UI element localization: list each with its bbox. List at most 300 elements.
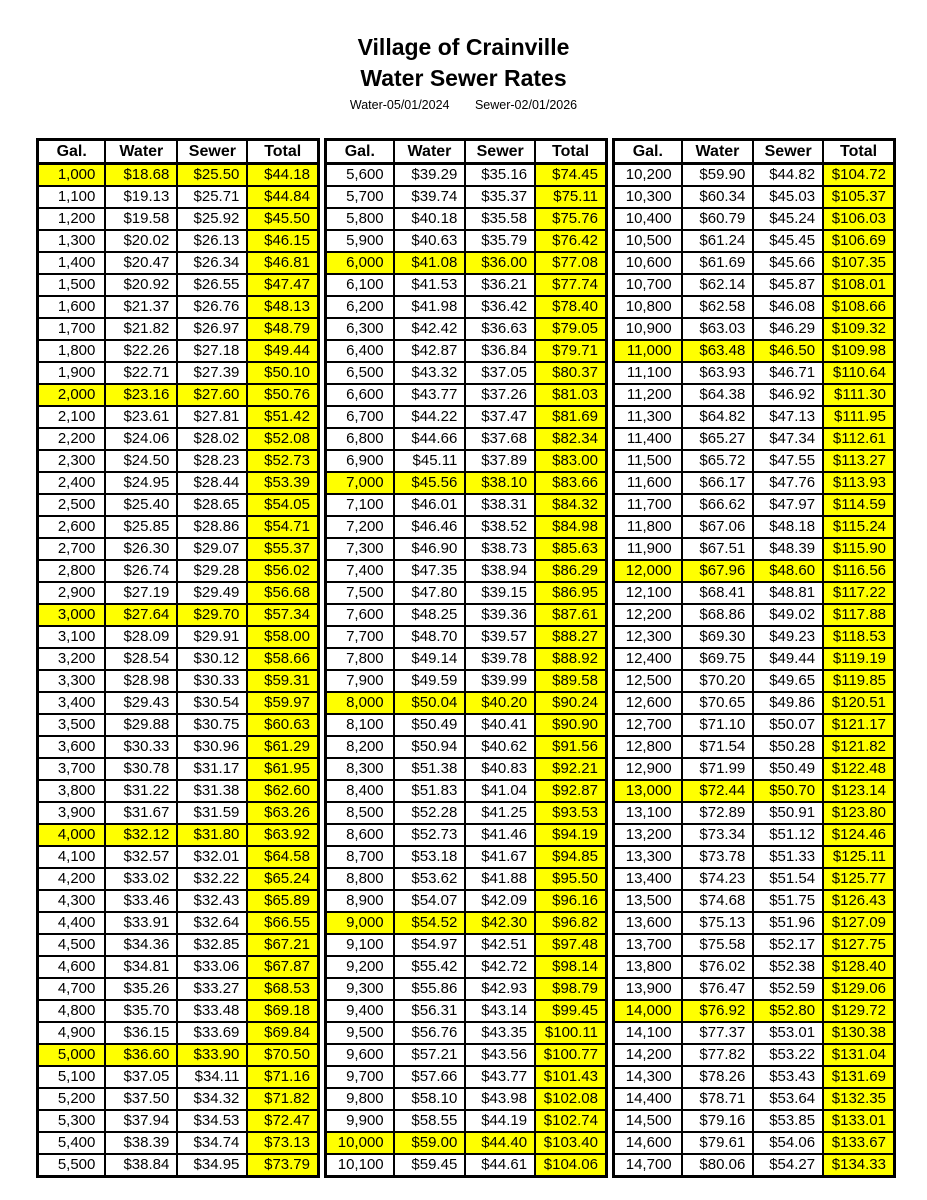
water-cell: $70.20 [682, 670, 754, 692]
gal-cell: 12,600 [614, 692, 682, 714]
water-cell: $71.10 [682, 714, 754, 736]
gal-cell: 5,000 [38, 1044, 106, 1066]
gal-cell: 14,500 [614, 1110, 682, 1132]
water-cell: $59.90 [682, 164, 754, 187]
gal-cell: 9,500 [326, 1022, 394, 1044]
total-cell: $75.76 [535, 208, 606, 230]
gal-cell: 9,100 [326, 934, 394, 956]
water-cell: $24.50 [105, 450, 177, 472]
gal-cell: 13,400 [614, 868, 682, 890]
table-row [614, 252, 895, 274]
water-cell: $55.42 [394, 956, 466, 978]
table-row [614, 1088, 895, 1110]
sewer-cell: $47.76 [753, 472, 823, 494]
sewer-cell: $25.71 [177, 186, 247, 208]
gal-cell: 4,300 [38, 890, 106, 912]
sewer-cell: $50.07 [753, 714, 823, 736]
sewer-cell: $45.66 [753, 252, 823, 274]
table-row [326, 648, 607, 670]
table-row [38, 780, 319, 802]
document-header [0, 0, 927, 112]
table-row [326, 978, 607, 1000]
total-cell: $73.13 [247, 1132, 318, 1154]
table-row [326, 538, 607, 560]
gal-cell: 6,700 [326, 406, 394, 428]
gal-cell: 10,100 [326, 1154, 394, 1177]
table-row [38, 406, 319, 428]
gal-cell: 3,500 [38, 714, 106, 736]
water-cell: $49.14 [394, 648, 466, 670]
gal-cell: 6,100 [326, 274, 394, 296]
gal-cell: 10,500 [614, 230, 682, 252]
sewer-cell: $37.89 [465, 450, 535, 472]
water-cell: $53.62 [394, 868, 466, 890]
total-cell: $46.15 [247, 230, 318, 252]
table-row [614, 164, 895, 187]
table-row [38, 1044, 319, 1066]
sewer-cell: $51.12 [753, 824, 823, 846]
water-cell: $58.10 [394, 1088, 466, 1110]
table-row [38, 1132, 319, 1154]
table-row [38, 1066, 319, 1088]
sewer-cell: $52.38 [753, 956, 823, 978]
table-row [326, 560, 607, 582]
column-header-water: Water [394, 140, 466, 164]
table-row [326, 824, 607, 846]
sewer-cell: $54.06 [753, 1132, 823, 1154]
sewer-cell: $50.49 [753, 758, 823, 780]
water-cell: $19.58 [105, 208, 177, 230]
water-cell: $28.09 [105, 626, 177, 648]
total-cell: $53.39 [247, 472, 318, 494]
table-row [614, 318, 895, 340]
water-cell: $63.03 [682, 318, 754, 340]
gal-cell: 6,400 [326, 340, 394, 362]
gal-cell: 10,600 [614, 252, 682, 274]
water-cell: $61.24 [682, 230, 754, 252]
total-cell: $88.92 [535, 648, 606, 670]
gal-cell: 1,000 [38, 164, 106, 187]
table-row [614, 736, 895, 758]
water-cell: $33.91 [105, 912, 177, 934]
water-cell: $41.98 [394, 296, 466, 318]
column-header-sewer: Sewer [753, 140, 823, 164]
gal-cell: 10,400 [614, 208, 682, 230]
sewer-cell: $40.62 [465, 736, 535, 758]
total-cell: $45.50 [247, 208, 318, 230]
sewer-cell: $53.01 [753, 1022, 823, 1044]
sewer-cell: $43.35 [465, 1022, 535, 1044]
gal-cell: 1,200 [38, 208, 106, 230]
table-row [614, 604, 895, 626]
total-cell: $69.18 [247, 1000, 318, 1022]
total-cell: $105.37 [823, 186, 894, 208]
gal-cell: 12,300 [614, 626, 682, 648]
total-cell: $124.46 [823, 824, 894, 846]
gal-cell: 5,400 [38, 1132, 106, 1154]
total-cell: $61.95 [247, 758, 318, 780]
header-row [38, 140, 319, 164]
sewer-cell: $53.64 [753, 1088, 823, 1110]
gal-cell: 1,800 [38, 340, 106, 362]
page-title: Village of Crainville [357, 34, 570, 60]
total-cell: $83.00 [535, 450, 606, 472]
table-row [326, 956, 607, 978]
gal-cell: 3,600 [38, 736, 106, 758]
water-effective-date: Water-05/01/2024 [349, 98, 450, 113]
water-cell: $44.66 [394, 428, 466, 450]
table-row [614, 340, 895, 362]
gal-cell: 12,700 [614, 714, 682, 736]
water-cell: $23.16 [105, 384, 177, 406]
sewer-cell: $34.95 [177, 1154, 247, 1177]
gal-cell: 13,000 [614, 780, 682, 802]
table-row [614, 362, 895, 384]
gal-cell: 11,300 [614, 406, 682, 428]
total-cell: $94.85 [535, 846, 606, 868]
water-cell: $39.74 [394, 186, 466, 208]
gal-cell: 1,100 [38, 186, 106, 208]
water-cell: $73.78 [682, 846, 754, 868]
sewer-cell: $33.48 [177, 1000, 247, 1022]
water-cell: $60.34 [682, 186, 754, 208]
table-row [326, 846, 607, 868]
water-cell: $79.61 [682, 1132, 754, 1154]
gal-cell: 8,300 [326, 758, 394, 780]
gal-cell: 2,700 [38, 538, 106, 560]
sewer-cell: $38.52 [465, 516, 535, 538]
total-cell: $120.51 [823, 692, 894, 714]
column-header-total: Total [823, 140, 894, 164]
water-cell: $79.16 [682, 1110, 754, 1132]
gal-cell: 7,100 [326, 494, 394, 516]
water-cell: $41.08 [394, 252, 466, 274]
water-cell: $18.68 [105, 164, 177, 187]
table-row [614, 956, 895, 978]
total-cell: $71.16 [247, 1066, 318, 1088]
table-row [38, 1110, 319, 1132]
sewer-cell: $41.04 [465, 780, 535, 802]
water-cell: $24.95 [105, 472, 177, 494]
table-row [614, 516, 895, 538]
gal-cell: 11,900 [614, 538, 682, 560]
water-cell: $48.70 [394, 626, 466, 648]
total-cell: $58.66 [247, 648, 318, 670]
total-cell: $111.95 [823, 406, 894, 428]
gal-cell: 3,300 [38, 670, 106, 692]
table-row [38, 538, 319, 560]
total-cell: $108.66 [823, 296, 894, 318]
table-row [326, 1022, 607, 1044]
table-row [326, 714, 607, 736]
table-row [614, 296, 895, 318]
table-row [326, 296, 607, 318]
water-cell: $64.82 [682, 406, 754, 428]
sewer-cell: $25.92 [177, 208, 247, 230]
table-row [326, 428, 607, 450]
sewer-cell: $48.81 [753, 582, 823, 604]
water-cell: $76.02 [682, 956, 754, 978]
table-row [38, 670, 319, 692]
total-cell: $114.59 [823, 494, 894, 516]
gal-cell: 3,100 [38, 626, 106, 648]
total-cell: $44.18 [247, 164, 318, 187]
gal-cell: 14,300 [614, 1066, 682, 1088]
water-cell: $26.30 [105, 538, 177, 560]
gal-cell: 12,500 [614, 670, 682, 692]
gal-cell: 11,100 [614, 362, 682, 384]
total-cell: $59.31 [247, 670, 318, 692]
water-cell: $78.71 [682, 1088, 754, 1110]
table-row [326, 890, 607, 912]
water-cell: $62.58 [682, 296, 754, 318]
table-row [38, 846, 319, 868]
sewer-cell: $48.39 [753, 538, 823, 560]
sewer-cell: $51.33 [753, 846, 823, 868]
sewer-cell: $31.38 [177, 780, 247, 802]
sewer-cell: $33.06 [177, 956, 247, 978]
water-cell: $46.46 [394, 516, 466, 538]
table-row [614, 934, 895, 956]
water-cell: $45.56 [394, 472, 466, 494]
water-cell: $45.11 [394, 450, 466, 472]
total-cell: $130.38 [823, 1022, 894, 1044]
gal-cell: 3,700 [38, 758, 106, 780]
total-cell: $66.55 [247, 912, 318, 934]
gal-cell: 9,000 [326, 912, 394, 934]
total-cell: $77.08 [535, 252, 606, 274]
water-cell: $30.33 [105, 736, 177, 758]
table-row [614, 472, 895, 494]
sewer-cell: $28.23 [177, 450, 247, 472]
sewer-cell: $43.98 [465, 1088, 535, 1110]
table-row [614, 714, 895, 736]
gal-cell: 10,700 [614, 274, 682, 296]
sewer-cell: $42.09 [465, 890, 535, 912]
sewer-cell: $28.02 [177, 428, 247, 450]
table-row [326, 1044, 607, 1066]
table-row [614, 868, 895, 890]
gal-cell: 13,300 [614, 846, 682, 868]
table-row [38, 318, 319, 340]
gal-cell: 11,800 [614, 516, 682, 538]
table-row [38, 582, 319, 604]
gal-cell: 11,000 [614, 340, 682, 362]
table-row [614, 978, 895, 1000]
water-cell: $50.04 [394, 692, 466, 714]
water-cell: $76.92 [682, 1000, 754, 1022]
total-cell: $70.50 [247, 1044, 318, 1066]
water-cell: $52.28 [394, 802, 466, 824]
gal-cell: 14,100 [614, 1022, 682, 1044]
water-cell: $21.82 [105, 318, 177, 340]
total-cell: $85.63 [535, 538, 606, 560]
water-cell: $38.84 [105, 1154, 177, 1177]
total-cell: $98.14 [535, 956, 606, 978]
gal-cell: 5,800 [326, 208, 394, 230]
gal-cell: 8,400 [326, 780, 394, 802]
sewer-cell: $47.13 [753, 406, 823, 428]
sewer-cell: $41.25 [465, 802, 535, 824]
total-cell: $99.45 [535, 1000, 606, 1022]
water-cell: $32.57 [105, 846, 177, 868]
total-cell: $122.48 [823, 758, 894, 780]
total-cell: $48.13 [247, 296, 318, 318]
water-cell: $34.36 [105, 934, 177, 956]
sewer-cell: $30.12 [177, 648, 247, 670]
water-cell: $40.63 [394, 230, 466, 252]
sewer-cell: $49.65 [753, 670, 823, 692]
table-row [38, 934, 319, 956]
sewer-cell: $34.53 [177, 1110, 247, 1132]
total-cell: $113.93 [823, 472, 894, 494]
water-cell: $56.76 [394, 1022, 466, 1044]
sewer-cell: $29.70 [177, 604, 247, 626]
water-cell: $68.86 [682, 604, 754, 626]
table-row [38, 692, 319, 714]
total-cell: $67.21 [247, 934, 318, 956]
total-cell: $61.29 [247, 736, 318, 758]
table-row [326, 1132, 607, 1154]
table-row [326, 252, 607, 274]
water-cell: $20.47 [105, 252, 177, 274]
total-cell: $100.11 [535, 1022, 606, 1044]
sewer-cell: $47.34 [753, 428, 823, 450]
table-row [38, 868, 319, 890]
water-cell: $29.43 [105, 692, 177, 714]
gal-cell: 6,300 [326, 318, 394, 340]
table-row [614, 890, 895, 912]
total-cell: $75.11 [535, 186, 606, 208]
total-cell: $52.73 [247, 450, 318, 472]
water-cell: $69.75 [682, 648, 754, 670]
gal-cell: 3,800 [38, 780, 106, 802]
sewer-cell: $34.74 [177, 1132, 247, 1154]
gal-cell: 8,800 [326, 868, 394, 890]
gal-cell: 5,200 [38, 1088, 106, 1110]
total-cell: $127.75 [823, 934, 894, 956]
total-cell: $116.56 [823, 560, 894, 582]
table-row [326, 1154, 607, 1177]
sewer-cell: $32.22 [177, 868, 247, 890]
gal-cell: 1,400 [38, 252, 106, 274]
water-cell: $20.02 [105, 230, 177, 252]
total-cell: $121.17 [823, 714, 894, 736]
water-cell: $42.42 [394, 318, 466, 340]
gal-cell: 5,500 [38, 1154, 106, 1177]
sewer-cell: $53.43 [753, 1066, 823, 1088]
sewer-cell: $26.13 [177, 230, 247, 252]
sewer-cell: $44.40 [465, 1132, 535, 1154]
rates-table-group-2 [324, 138, 608, 1178]
total-cell: $97.48 [535, 934, 606, 956]
sewer-cell: $30.54 [177, 692, 247, 714]
table-row [38, 802, 319, 824]
sewer-cell: $45.87 [753, 274, 823, 296]
total-cell: $95.50 [535, 868, 606, 890]
sewer-cell: $38.73 [465, 538, 535, 560]
total-cell: $81.69 [535, 406, 606, 428]
total-cell: $123.14 [823, 780, 894, 802]
total-cell: $106.03 [823, 208, 894, 230]
table-row [614, 692, 895, 714]
total-cell: $55.37 [247, 538, 318, 560]
water-cell: $66.17 [682, 472, 754, 494]
gal-cell: 2,300 [38, 450, 106, 472]
table-row [38, 428, 319, 450]
total-cell: $84.98 [535, 516, 606, 538]
sewer-cell: $26.34 [177, 252, 247, 274]
gal-cell: 2,900 [38, 582, 106, 604]
gal-cell: 7,400 [326, 560, 394, 582]
gal-cell: 7,300 [326, 538, 394, 560]
sewer-cell: $45.24 [753, 208, 823, 230]
sewer-cell: $28.44 [177, 472, 247, 494]
table-row [614, 384, 895, 406]
water-cell: $40.18 [394, 208, 466, 230]
table-row [38, 956, 319, 978]
column-header-gal: Gal. [614, 140, 682, 164]
sewer-cell: $45.03 [753, 186, 823, 208]
sewer-cell: $54.27 [753, 1154, 823, 1177]
total-cell: $100.77 [535, 1044, 606, 1066]
table-row [38, 890, 319, 912]
water-cell: $39.29 [394, 164, 466, 187]
water-cell: $34.81 [105, 956, 177, 978]
total-cell: $63.92 [247, 824, 318, 846]
table-row [614, 670, 895, 692]
sewer-cell: $39.36 [465, 604, 535, 626]
gal-cell: 1,300 [38, 230, 106, 252]
water-cell: $33.46 [105, 890, 177, 912]
total-cell: $68.53 [247, 978, 318, 1000]
gal-cell: 4,900 [38, 1022, 106, 1044]
gal-cell: 7,200 [326, 516, 394, 538]
total-cell: $90.90 [535, 714, 606, 736]
table-row [614, 582, 895, 604]
water-cell: $54.52 [394, 912, 466, 934]
table-row [38, 560, 319, 582]
table-row [326, 1000, 607, 1022]
gal-cell: 7,500 [326, 582, 394, 604]
water-cell: $62.14 [682, 274, 754, 296]
sewer-cell: $32.43 [177, 890, 247, 912]
table-row [614, 802, 895, 824]
sewer-cell: $28.86 [177, 516, 247, 538]
water-cell: $36.15 [105, 1022, 177, 1044]
gal-cell: 14,200 [614, 1044, 682, 1066]
total-cell: $80.37 [535, 362, 606, 384]
sewer-cell: $47.55 [753, 450, 823, 472]
table-row [38, 208, 319, 230]
water-cell: $23.61 [105, 406, 177, 428]
table-row [38, 516, 319, 538]
total-cell: $49.44 [247, 340, 318, 362]
total-cell: $101.43 [535, 1066, 606, 1088]
table-row [614, 560, 895, 582]
total-cell: $125.11 [823, 846, 894, 868]
table-row [614, 824, 895, 846]
water-cell: $65.27 [682, 428, 754, 450]
total-cell: $86.29 [535, 560, 606, 582]
table-row [38, 736, 319, 758]
gal-cell: 13,500 [614, 890, 682, 912]
gal-cell: 2,200 [38, 428, 106, 450]
water-cell: $37.94 [105, 1110, 177, 1132]
gal-cell: 11,200 [614, 384, 682, 406]
table-row [38, 274, 319, 296]
water-cell: $68.41 [682, 582, 754, 604]
